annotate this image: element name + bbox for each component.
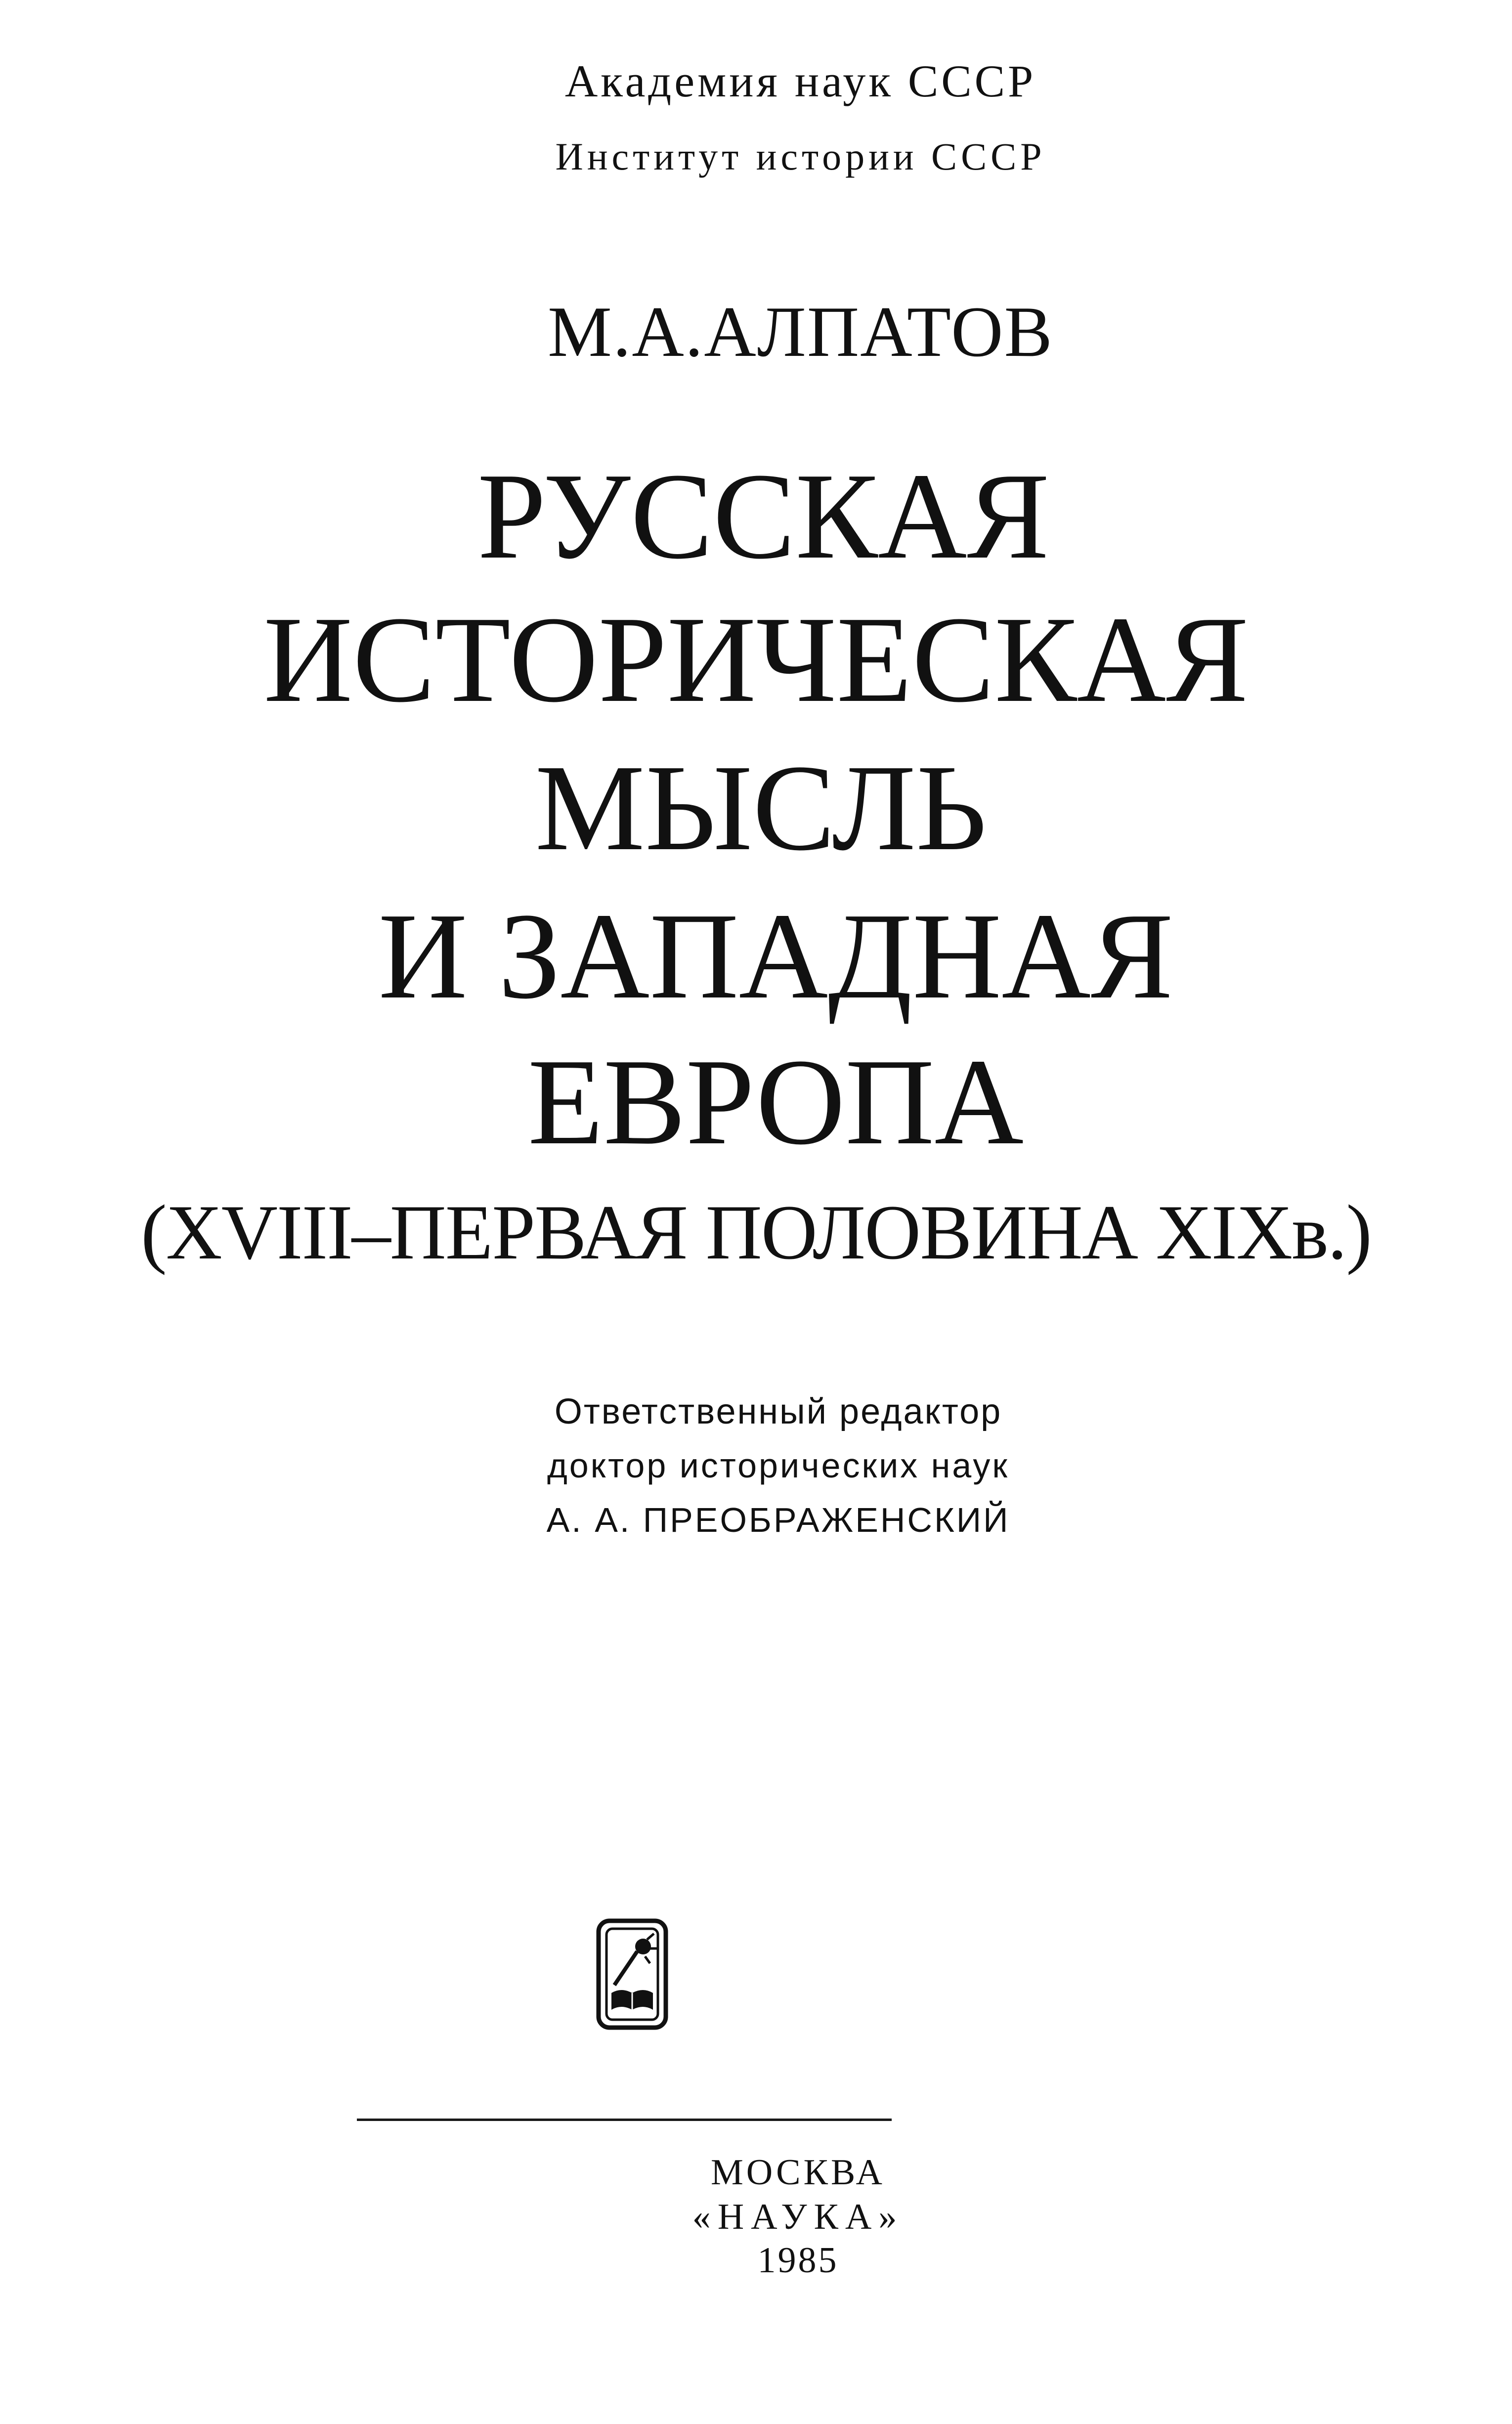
editor-role: Ответственный редактор — [554, 1392, 1002, 1431]
publisher-name: «НАУКА» — [692, 2197, 904, 2237]
editor-name: А. А. ПРЕОБРАЖЕНСКИЙ — [546, 1501, 1010, 1539]
title-line: ИСТОРИЧЕСКАЯ — [263, 591, 1249, 728]
publication-city: МОСКВА — [711, 2152, 885, 2193]
editor-degree: доктор исторических наук — [547, 1446, 1010, 1485]
organization-name: Академия наук СССР — [564, 56, 1037, 106]
institute-name: Институт истории СССР — [555, 135, 1046, 178]
author-name: М.А.АЛПАТОВ — [548, 292, 1053, 372]
nauka-publisher-logo-icon — [596, 1918, 669, 2031]
publication-year: 1985 — [757, 2240, 839, 2281]
title-line: МЫСЛЬ — [535, 739, 987, 876]
title-line: И ЗАПАДНАЯ — [378, 888, 1173, 1025]
title-line: РУССКАЯ — [477, 448, 1050, 585]
book-subtitle: (XVIII–ПЕРВАЯ ПОЛОВИНА XIXв.) — [141, 1189, 1371, 1276]
title-line: ЕВРОПА — [527, 1034, 1024, 1170]
divider-rule — [357, 2119, 892, 2121]
